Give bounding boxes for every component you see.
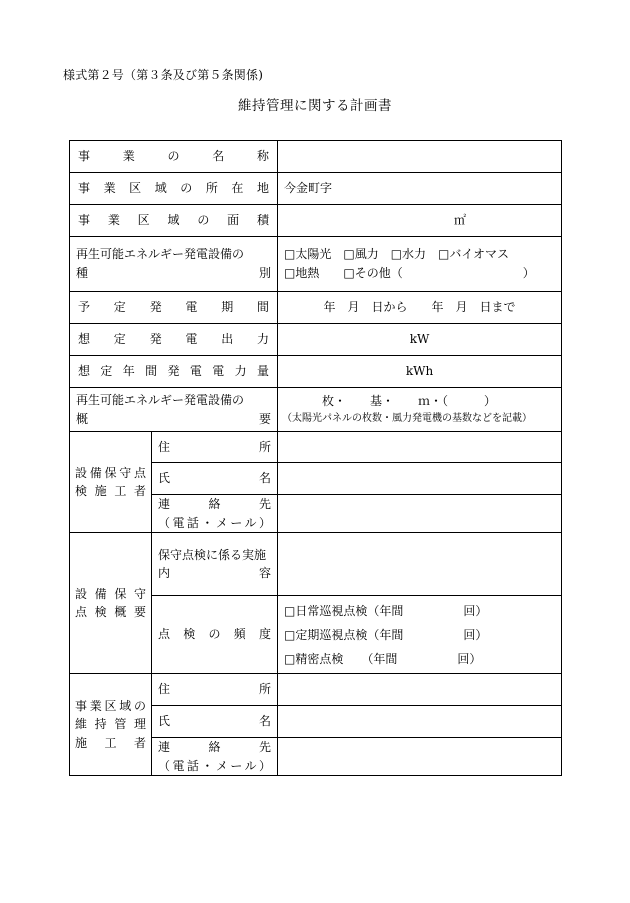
label-business-name: 事業の名称 (70, 141, 278, 173)
label-planned-period: 予定発電期間 (70, 292, 278, 324)
row-expected-annual (70, 356, 562, 388)
row-planned-period (70, 292, 562, 324)
label-maintenance-content-line1: 保守点検に係る実施 (158, 547, 267, 562)
label-maintenance-frequency: 点検の頻度 (152, 596, 278, 674)
field-inspector-contact[interactable] (278, 495, 562, 533)
field-operator-contact[interactable] (278, 738, 562, 776)
document-title: 維持管理に関する計画書 (238, 98, 392, 114)
frequency-periodic[interactable]: □定期巡視点検（年間 回） (284, 627, 488, 642)
facility-summary-note: （太陽光パネルの枚数・風力発電機の基数などを記載） (282, 413, 533, 425)
facility-summary-counts[interactable]: 枚・ 基・ ｍ・（ ） (322, 394, 497, 409)
label-inspector-line1: 設備保守点 (75, 465, 146, 480)
label-maintenance-line2: 点検概要 (75, 605, 146, 620)
row-business-name (70, 141, 562, 173)
label-inspector-address: 住所 (152, 432, 278, 463)
label-facility-summary-line1: 再生可能エネルギー発電設備の (76, 392, 245, 407)
field-operator-name[interactable] (278, 706, 562, 738)
label-inspector-contact (152, 495, 278, 533)
label-inspector-contact-sub: （電話・メール） (158, 515, 272, 530)
row-area-location (70, 173, 562, 205)
frequency-precise[interactable]: □精密点検 （年間 回） (284, 651, 482, 666)
plan-form-table (69, 140, 562, 776)
row-facility-type (70, 237, 562, 292)
label-expected-annual: 想定年間発電電力量 (70, 356, 278, 388)
frequency-daily[interactable]: □日常巡視点検（年間 回） (284, 603, 488, 618)
field-facility-summary[interactable] (278, 388, 562, 432)
label-area-size: 事業区域の面積 (70, 205, 278, 237)
field-area-size[interactable] (278, 205, 562, 237)
field-operator-address[interactable] (278, 674, 562, 706)
label-operator-line2: 維持管理 (75, 717, 146, 732)
label-maintenance (70, 533, 152, 674)
label-operator (70, 674, 152, 776)
field-inspector-address[interactable] (278, 432, 562, 463)
row-operator-address (70, 674, 562, 706)
row-inspector-address (70, 432, 562, 463)
row-facility-summary (70, 388, 562, 432)
label-facility-summary-line2: 概要 (76, 411, 272, 426)
field-business-name[interactable] (278, 141, 562, 173)
row-area-size (70, 205, 562, 237)
field-facility-type[interactable] (278, 237, 562, 292)
label-operator-contact (152, 738, 278, 776)
form-number: 様式第２号（第３条及び第５条関係) (63, 68, 264, 82)
label-maintenance-line1: 設備保守 (75, 586, 146, 601)
field-expected-annual[interactable] (278, 356, 562, 388)
unit-square-meter: ㎡ (454, 213, 467, 228)
label-inspector-contact-main: 連絡先 (158, 497, 272, 511)
label-facility-type (70, 237, 278, 292)
unit-kw: kW (409, 332, 430, 347)
field-inspector-name[interactable] (278, 463, 562, 495)
row-expected-output (70, 324, 562, 356)
label-maintenance-content-line2: 内容 (158, 566, 272, 581)
label-inspector (70, 432, 152, 533)
label-operator-line1: 事業区域の (75, 698, 146, 713)
label-area-location: 事業区域の所在地 (70, 173, 278, 205)
label-facility-type-line2: 種別 (76, 266, 272, 280)
unit-kwh: kWh (405, 364, 434, 379)
field-expected-output[interactable] (278, 324, 562, 356)
facility-type-options-1[interactable]: □太陽光 □風力 □水力 □バイオマス (284, 247, 510, 262)
label-operator-name: 氏名 (152, 706, 278, 738)
label-facility-summary (70, 388, 278, 432)
label-facility-type-line1: 再生可能エネルギー発電設備の (76, 247, 245, 262)
field-maintenance-frequency[interactable] (278, 596, 562, 674)
label-inspector-name: 氏名 (152, 463, 278, 495)
field-maintenance-content[interactable] (278, 533, 562, 596)
label-operator-contact-main: 連絡先 (158, 740, 272, 755)
label-expected-output: 想定発電出力 (70, 324, 278, 356)
label-operator-address: 住所 (152, 674, 278, 706)
field-area-location[interactable]: 今金町字 (278, 173, 562, 205)
field-planned-period[interactable]: 年 月 日から 年 月 日まで (278, 292, 562, 324)
label-inspector-line2: 検施工者 (75, 484, 146, 499)
facility-type-options-2[interactable]: □地熱 □その他（ ） (284, 266, 535, 280)
label-maintenance-content (152, 533, 278, 596)
row-maintenance-content (70, 533, 562, 596)
label-operator-line3: 施工者 (75, 736, 146, 751)
label-operator-contact-sub: （電話・メール） (158, 758, 272, 773)
